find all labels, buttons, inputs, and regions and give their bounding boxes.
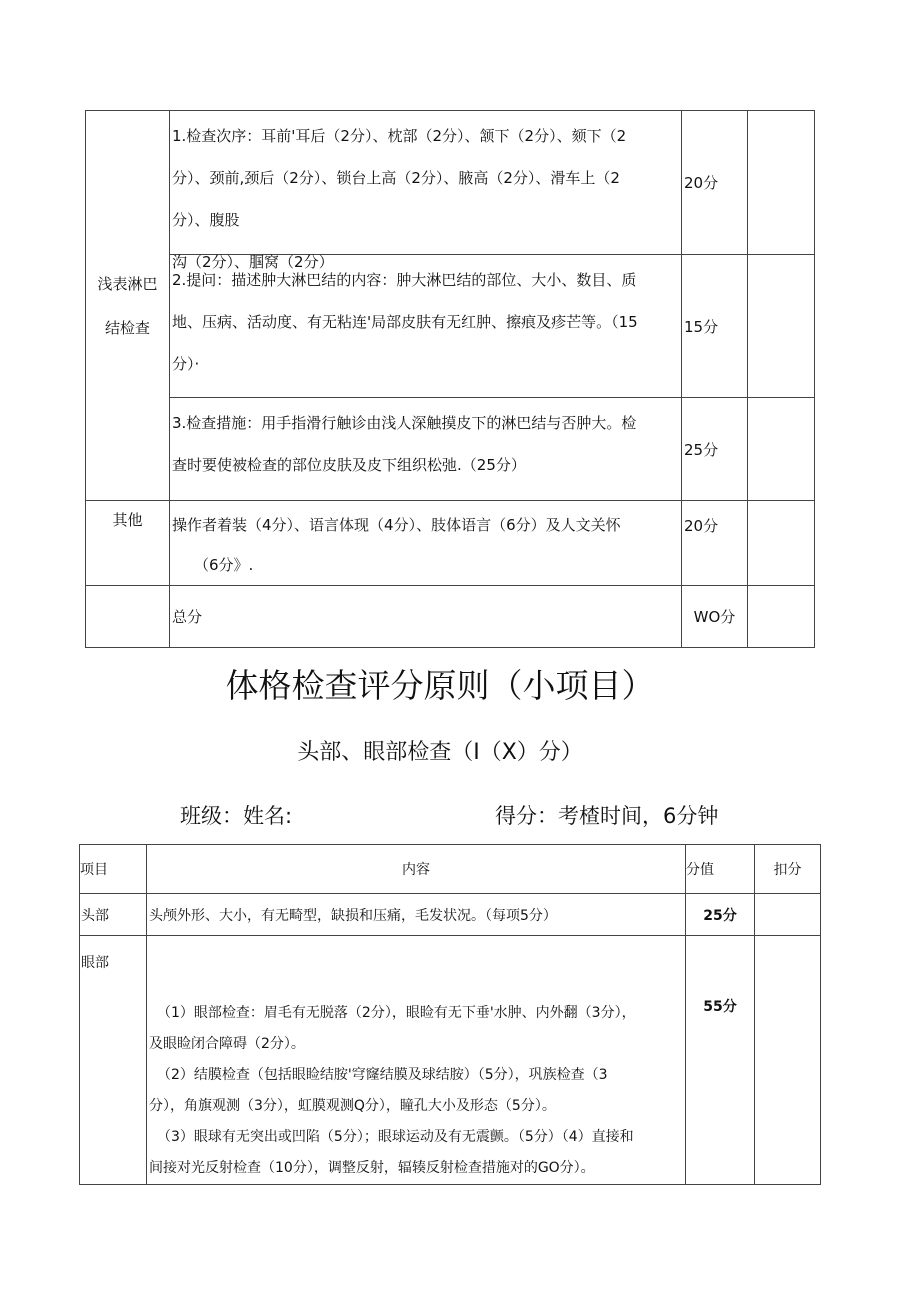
page-subtitle: 头部、眼部检查（I（X）分） xyxy=(297,740,583,765)
content-line: 查时要使被检查的部位皮肤及皮下组织松弛.（25分） xyxy=(172,456,526,474)
page-title: 体格检查评分原则（小项目） xyxy=(225,666,655,705)
content-line: 分）、颈前,颈后（2分）、锁台上高（2分）、腋高（2分）、滑车上（2 xyxy=(172,169,620,187)
other-score: 20分 xyxy=(682,501,748,586)
content-line: （1）眼部检查：眉毛有无脱落（2分），眼睑有无下垂'水肿、内外翻（3分）， xyxy=(157,1005,636,1021)
category-head: 头部 xyxy=(80,894,147,936)
content-line: 分）、腹股 xyxy=(172,211,240,229)
content-line: 3.检查措施：用手指滑行触诊由浅人深触摸皮下的淋巴结与否肿大。检 xyxy=(172,414,637,432)
content-line: 2.提问：描述肿大淋巴结的内容：肿大淋巴结的部位、大小、数目、质 xyxy=(172,271,637,289)
lymph-item-2-score: 15分 xyxy=(682,255,748,398)
total-score: WO分 xyxy=(682,586,748,648)
lymph-item-3-content xyxy=(170,398,682,501)
lymph-item-2-deduction xyxy=(748,255,815,398)
lymph-item-1-score: 20分 xyxy=(682,111,748,255)
lymph-scoring-table xyxy=(85,110,815,648)
header-deduction: 扣分 xyxy=(755,845,821,894)
total-category-empty xyxy=(86,586,170,648)
content-line: 间接对光反射检查（10分），调整反射，辐辏反射检查措施对的GO分）。 xyxy=(149,1160,595,1176)
other-content xyxy=(170,501,682,586)
class-name-label: 班级：姓名: xyxy=(180,804,293,828)
score-time-label: 得分：考楂时间，6分钟 xyxy=(495,804,719,828)
eye-score: 55分 xyxy=(686,936,755,1185)
lymph-item-3-deduction xyxy=(748,398,815,501)
category-eye: 眼部 xyxy=(80,936,147,1185)
content-line: 1.检查次序：耳前'耳后（2分）、枕部（2分）、颔下（2分）、颏下（2 xyxy=(172,127,627,145)
content-line: 分），角旗观测（3分），虹膜观测Q分），瞳孔大小及形态（5分）。 xyxy=(149,1098,556,1114)
lymph-item-3-score: 25分 xyxy=(682,398,748,501)
other-deduction xyxy=(748,501,815,586)
lymph-item-1-content xyxy=(170,111,682,271)
head-eye-scoring-table xyxy=(79,844,821,1185)
header-content: 内容 xyxy=(147,845,686,894)
eye-content xyxy=(147,936,686,1185)
lymph-item-2-content xyxy=(170,255,682,398)
content-line: 分）· xyxy=(172,355,200,373)
category-lymph-line2: 结检查 xyxy=(104,318,150,337)
content-line: 地、压病、活动度、有无粘连'局部皮肤有无红肿、擦痕及疹芒等。（15 xyxy=(172,313,638,331)
category-lymph-line1: 浅表淋巴 xyxy=(97,274,158,293)
lymph-item-1-deduction xyxy=(748,111,815,255)
category-other: 其他 xyxy=(86,501,170,586)
content-line: （6分》. xyxy=(194,556,254,574)
head-content: 头颅外形、大小，有无畸型，缺损和压痛，毛发状况。（每项5分） xyxy=(147,894,686,936)
eye-deduction xyxy=(755,936,821,1185)
total-label: 总分 xyxy=(170,586,682,648)
header-item: 项目 xyxy=(80,845,147,894)
head-score: 25分 xyxy=(686,894,755,936)
category-lymph xyxy=(86,111,170,501)
header-score: 分值 xyxy=(686,845,755,894)
content-line: 沟（2分）、腘窝（2分） xyxy=(172,253,334,271)
head-deduction xyxy=(755,894,821,936)
content-line: （3）眼球有无突出或凹陷（5分）；眼球运动及有无震颤。（5分）（4）直接和 xyxy=(157,1129,634,1145)
content-line: 操作者着装（4分）、语言体现（4分）、肢体语言（6分）及人文关怀 xyxy=(172,516,621,534)
content-line: 及眼睑闭合障碍（2分）。 xyxy=(149,1036,305,1052)
content-line: （2）结膜检查（包括眼睑结胺'穹窿结膜及球结胺）（5分），巩族检查（3 xyxy=(157,1067,608,1083)
total-deduction xyxy=(748,586,815,648)
